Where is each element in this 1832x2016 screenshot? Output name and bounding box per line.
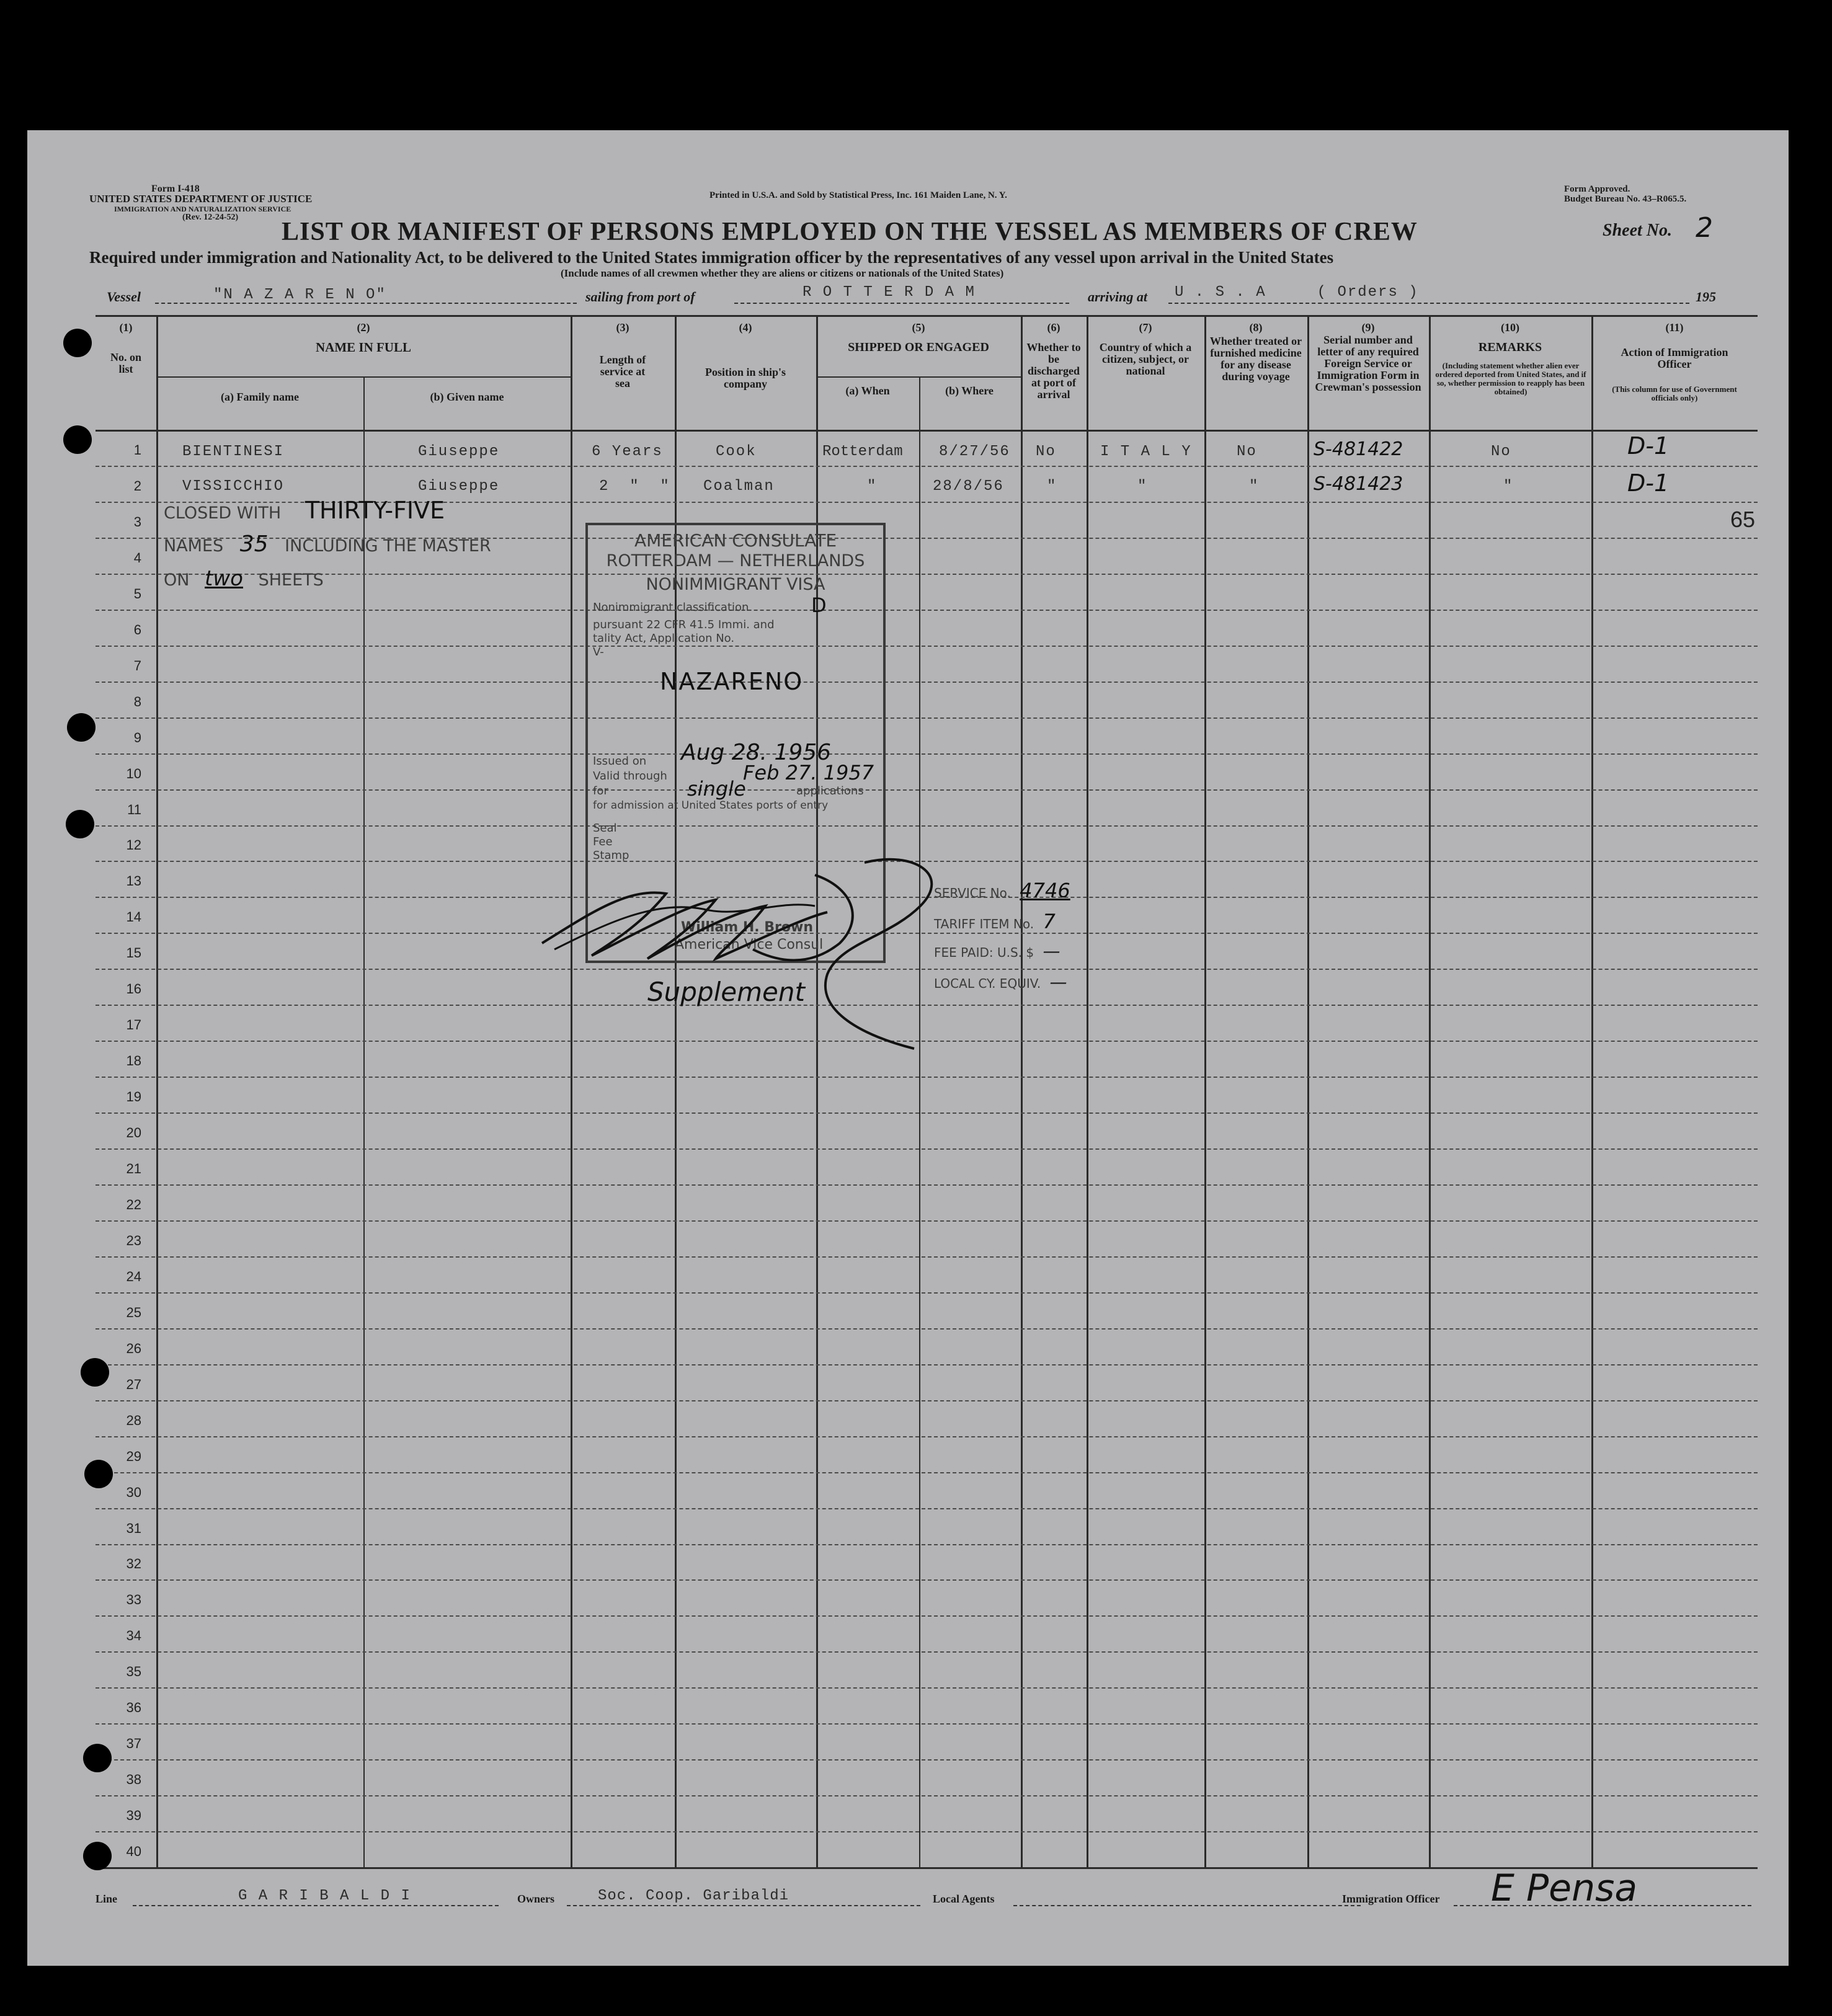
row2-where: 28/8/56 xyxy=(933,478,1004,495)
col6-number: (6) xyxy=(1047,321,1061,334)
row-separator xyxy=(96,1328,1758,1330)
row-separator xyxy=(96,1112,1758,1114)
col3-header: Length of service at sea xyxy=(599,353,646,389)
row2-discharged: " xyxy=(1047,478,1057,495)
fee-value: — xyxy=(1043,941,1061,961)
closed-line-1 xyxy=(164,497,445,524)
row1-country: I T A L Y xyxy=(1100,443,1192,460)
row1-when: Rotterdam xyxy=(822,443,903,460)
sailing-label: sailing from port of xyxy=(585,289,695,304)
supplement-note: Supplement xyxy=(647,977,805,1007)
manifest-sheet xyxy=(27,130,1789,1966)
stamp-city: ROTTERDAM — NETHERLANDS xyxy=(606,551,865,571)
row-separator xyxy=(96,1687,1758,1689)
row-separator xyxy=(96,1759,1758,1761)
row-number: 22 xyxy=(126,1196,141,1212)
row2-serial: S-481423 xyxy=(1314,473,1403,495)
divider-8 xyxy=(1307,317,1309,1867)
row1-where: 8/27/56 xyxy=(939,443,1010,460)
footer-agents-label: Local Agents xyxy=(933,1893,995,1905)
footer-line-value: G A R I B A L D I xyxy=(238,1888,411,1904)
punch-hole xyxy=(67,713,96,742)
row-number: 13 xyxy=(126,873,141,889)
row-separator xyxy=(96,1148,1758,1150)
row1-given-name: Giuseppe xyxy=(418,443,500,460)
col2-header: NAME IN FULL xyxy=(315,340,411,355)
arriving-label: arriving at xyxy=(1088,289,1147,304)
stamp-valid-value: Feb 27. 1957 xyxy=(743,761,874,784)
service: IMMIGRATION AND NATURALIZATION SERVICE xyxy=(114,205,291,213)
stamp-seal: Seal xyxy=(593,822,617,835)
row2-treated: " xyxy=(1249,478,1260,495)
col2a-header: (a) Family name xyxy=(221,391,299,403)
divider-7 xyxy=(1204,317,1206,1867)
stamp-admission: for admission at United States ports of entry xyxy=(593,799,829,812)
vessel-label: Vessel xyxy=(107,289,141,304)
col4-number: (4) xyxy=(739,321,752,334)
stamp-visa-type: NONIMMIGRANT VISA xyxy=(646,575,825,594)
row-number: 16 xyxy=(126,981,141,997)
row-number: 21 xyxy=(126,1161,141,1176)
department: UNITED STATES DEPARTMENT OF JUSTICE xyxy=(89,193,313,205)
divider-9 xyxy=(1429,317,1431,1867)
row-number: 28 xyxy=(126,1412,141,1428)
divider-2ab xyxy=(363,378,365,1867)
on-text: ON xyxy=(164,571,190,590)
tariff-value: 7 xyxy=(1043,910,1056,933)
closed-line-2 xyxy=(164,531,491,557)
row-separator xyxy=(96,753,1758,755)
row-separator xyxy=(96,1256,1758,1258)
row-number: 27 xyxy=(126,1376,141,1392)
stamp-consulate: AMERICAN CONSULATE xyxy=(634,530,837,551)
row-number: 14 xyxy=(126,909,141,925)
row-number: 4 xyxy=(133,549,141,566)
col8-header: Whether treated or furnished medicine for any disease during voyage xyxy=(1209,335,1302,383)
punch-hole xyxy=(63,425,92,454)
punch-hole xyxy=(84,1460,113,1488)
row2-family-name: VISSICCHIO xyxy=(182,478,285,495)
form-approved: Form Approved. xyxy=(1564,184,1630,194)
col6-header: Whether to be discharged at port of arrival xyxy=(1026,341,1081,401)
row-separator xyxy=(96,1651,1758,1653)
stamp-class-label: Nonimmigrant classification xyxy=(593,601,749,614)
col9-header: Serial number and letter of any required Foreign Service or Immigration Form in Crewman's possession xyxy=(1315,334,1421,393)
sailing-port: R O T T E R D A M xyxy=(803,284,976,301)
col7-header: Country of which a citizen, subject, or national xyxy=(1099,341,1192,377)
col10-header: REMARKS xyxy=(1478,340,1542,354)
form-title: LIST OR MANIFEST OF PERSONS EMPLOYED ON THE VESSEL AS MEMBERS OF CREW xyxy=(282,218,1418,246)
row-number: 38 xyxy=(126,1772,141,1788)
form-subtitle: Required under immigration and Nationality Act, to be delivered to the United States immigration officer by the representatives of any vessel upon arrival in the United States xyxy=(89,248,1334,267)
printed-by: Printed in U.S.A. and Sold by Statistical Press, Inc. 161 Maiden Lane, N. Y. xyxy=(709,190,1007,200)
header-bottom-line xyxy=(96,430,1758,432)
closed-line-3 xyxy=(164,566,324,591)
row-number: 20 xyxy=(126,1125,141,1140)
row-separator xyxy=(96,789,1758,791)
footer-officer-label: Immigration Officer xyxy=(1342,1893,1440,1905)
service-row xyxy=(934,879,1070,910)
row-separator xyxy=(96,1723,1758,1725)
row1-discharged: No xyxy=(1036,443,1056,460)
service-label: SERVICE No. xyxy=(934,886,1011,900)
crew-table xyxy=(96,315,1758,1869)
row-number: 23 xyxy=(126,1232,141,1248)
row-number: 25 xyxy=(126,1304,141,1320)
row-separator xyxy=(96,1436,1758,1437)
row-separator xyxy=(96,1615,1758,1617)
col8-number: (8) xyxy=(1249,321,1263,334)
divider-2 xyxy=(571,317,572,1867)
col10-number: (10) xyxy=(1501,321,1519,334)
sheets-text: SHEETS xyxy=(258,571,324,590)
row-separator xyxy=(96,574,1758,575)
divider-6 xyxy=(1087,317,1088,1867)
row-number: 32 xyxy=(126,1556,141,1572)
row-number: 8 xyxy=(133,693,141,709)
col5-header: SHIPPED OR ENGAGED xyxy=(848,340,989,354)
col1-number: (1) xyxy=(119,321,133,334)
row-number: 35 xyxy=(126,1664,141,1680)
local-row xyxy=(934,972,1070,1003)
row1-length: 6 Years xyxy=(592,443,663,460)
row-number: 2 xyxy=(133,477,141,494)
row1-action: D-1 xyxy=(1627,432,1670,460)
row-number: 40 xyxy=(126,1844,141,1859)
row2-country: " xyxy=(1137,478,1148,495)
local-value: — xyxy=(1049,972,1067,992)
port-underline xyxy=(734,303,1069,304)
vessel-name: "N A Z A R E N O" xyxy=(213,286,386,303)
col11-header: Action of Immigration Officer xyxy=(1621,346,1728,370)
row-number: 15 xyxy=(126,945,141,961)
row-separator xyxy=(96,1364,1758,1365)
year: 195 xyxy=(1696,289,1716,304)
row-number: 29 xyxy=(126,1448,141,1464)
row2-given-name: Giuseppe xyxy=(418,478,500,495)
row-number: 34 xyxy=(126,1628,141,1644)
row-separator xyxy=(96,1220,1758,1222)
row-number: 36 xyxy=(126,1700,141,1716)
fee-row xyxy=(934,941,1070,972)
footer-owners-label: Owners xyxy=(517,1893,554,1905)
row2-remarks: " xyxy=(1503,478,1514,495)
arriving-port: U . S . A ( Orders ) xyxy=(1175,284,1419,301)
stamp-vessel: NAZARENO xyxy=(660,668,804,695)
stamp-class-value: D xyxy=(811,593,827,617)
service-value: 4746 xyxy=(1020,879,1070,902)
punch-hole xyxy=(83,1744,112,1772)
stamp-stamp-word: Stamp xyxy=(593,849,629,862)
stamp-act: tality Act, Application No. xyxy=(593,632,735,645)
arriving-underline xyxy=(1168,303,1689,304)
stamp-applications: applications xyxy=(796,784,864,797)
row-number: 17 xyxy=(126,1017,141,1033)
owners-underline xyxy=(567,1905,920,1906)
footer-line-label: Line xyxy=(96,1893,118,1905)
row-separator xyxy=(96,682,1758,683)
row1-remarks: No xyxy=(1491,443,1511,460)
name-subheader-line xyxy=(156,376,571,378)
shipped-subheader-line xyxy=(816,376,1021,378)
row-number: 7 xyxy=(133,657,141,673)
footer-owners-value: Soc. Coop. Garibaldi xyxy=(598,1888,789,1904)
fee-label: FEE PAID: U.S. $ xyxy=(934,945,1034,960)
stamp-signer-title: American Vice Consul xyxy=(675,937,824,952)
sheet-number: 2 xyxy=(1696,212,1713,244)
row-separator xyxy=(96,717,1758,719)
divider-1 xyxy=(156,317,158,1867)
punch-hole xyxy=(63,329,92,357)
col7-number: (7) xyxy=(1139,321,1152,334)
row-separator xyxy=(96,1472,1758,1473)
line-underline xyxy=(133,1905,499,1906)
agents-underline xyxy=(1013,1905,1361,1906)
col2b-header: (b) Given name xyxy=(430,391,504,403)
form-note: (Include names of all crewmen whether they are aliens or citizens or nationals of the United States) xyxy=(561,267,1004,279)
col11-note: (This column for use of Government officials only) xyxy=(1612,384,1737,402)
row-number: 3 xyxy=(133,513,141,530)
row-number: 9 xyxy=(133,729,141,745)
revision: (Rev. 12-24-52) xyxy=(182,213,239,222)
row-separator xyxy=(96,1579,1758,1581)
row-separator xyxy=(96,1292,1758,1294)
row-number: 10 xyxy=(126,765,141,781)
stamp-pursuant: pursuant 22 CFR 41.5 Immi. and xyxy=(593,618,775,631)
page-number: 65 xyxy=(1730,507,1756,532)
row-number: 24 xyxy=(126,1268,141,1284)
row-separator xyxy=(96,610,1758,611)
form-number: Form I-418 xyxy=(151,184,200,194)
stamp-valid-label: Valid through xyxy=(593,770,667,783)
row1-serial: S-481422 xyxy=(1314,438,1403,460)
row-number: 5 xyxy=(133,585,141,602)
row-separator xyxy=(96,1077,1758,1078)
budget-bureau: Budget Bureau No. 43–R065.5. xyxy=(1564,194,1687,204)
row2-length: 2 " " xyxy=(599,478,670,495)
row-separator xyxy=(96,1544,1758,1545)
row2-position: Coalman xyxy=(703,478,775,495)
col5-number: (5) xyxy=(912,321,925,334)
row-separator xyxy=(96,466,1758,467)
row1-family-name: BIENTINESI xyxy=(182,443,285,460)
closed-with-text: CLOSED WITH xyxy=(164,504,282,523)
col1-header: No. on list xyxy=(110,351,141,375)
closed-count-words: THIRTY-FIVE xyxy=(305,497,445,524)
col3-number: (3) xyxy=(616,321,629,334)
row-number: 6 xyxy=(133,621,141,637)
sheets-count: two xyxy=(205,566,243,591)
row2-action: D-1 xyxy=(1627,469,1670,497)
row-number: 26 xyxy=(126,1340,141,1356)
divider-5ab xyxy=(919,378,920,1867)
punch-hole xyxy=(81,1358,109,1387)
fee-stamp xyxy=(934,879,1070,1003)
row-separator xyxy=(96,646,1758,647)
col2-number: (2) xyxy=(357,321,370,334)
tariff-label: TARIFF ITEM No. xyxy=(934,917,1034,931)
closed-count-number: 35 xyxy=(239,531,269,557)
col10-note: (Including statement whether alien ever ordered deported from United States, and if so, whether permission to reapply has been obtained) xyxy=(1435,361,1586,396)
row-number: 30 xyxy=(126,1484,141,1500)
sheet-label: Sheet No. xyxy=(1603,221,1672,240)
stamp-fee: Fee xyxy=(593,835,613,848)
row-separator xyxy=(96,1831,1758,1832)
row-number: 31 xyxy=(126,1520,141,1536)
row-number: 19 xyxy=(126,1089,141,1104)
row2-when: " xyxy=(867,478,878,495)
divider-10 xyxy=(1591,317,1593,1867)
row-number: 39 xyxy=(126,1808,141,1824)
col5a-header: (a) When xyxy=(845,384,890,397)
row-separator xyxy=(96,1184,1758,1186)
row1-position: Cook xyxy=(716,443,757,460)
row-separator xyxy=(96,825,1758,827)
names-text: NAMES xyxy=(164,536,224,556)
row-number: 37 xyxy=(126,1736,141,1752)
punch-hole xyxy=(83,1842,112,1870)
row-separator xyxy=(96,1400,1758,1401)
officer-signature: E Pensa xyxy=(1491,1867,1638,1910)
stamp-app-v: V- xyxy=(593,646,604,659)
punch-hole xyxy=(66,810,94,838)
col9-number: (9) xyxy=(1361,321,1375,334)
including-master-text: INCLUDING THE MASTER xyxy=(285,536,491,556)
row-number: 12 xyxy=(126,837,141,853)
local-label: LOCAL CY. EQUIV. xyxy=(934,976,1041,991)
stamp-issued-value: Aug 28. 1956 xyxy=(681,740,832,765)
row-number: 18 xyxy=(126,1053,141,1069)
row1-treated: No xyxy=(1237,443,1257,460)
stamp-for-value: single xyxy=(687,777,746,801)
stamp-for-label: for xyxy=(593,784,608,797)
stamp-issued-label: Issued on xyxy=(593,755,647,768)
col5b-header: (b) Where xyxy=(945,384,994,397)
row-number: 33 xyxy=(126,1592,141,1608)
stamp-signer: William H. Brown xyxy=(681,920,814,935)
col4-header: Position in ship's company xyxy=(705,366,786,390)
divider-5 xyxy=(1021,317,1023,1867)
col11-number: (11) xyxy=(1665,321,1684,334)
row-number: 1 xyxy=(133,442,141,458)
tariff-row xyxy=(934,910,1070,941)
row-separator xyxy=(96,1508,1758,1509)
row-separator xyxy=(96,1795,1758,1796)
row-number: 11 xyxy=(127,801,141,817)
